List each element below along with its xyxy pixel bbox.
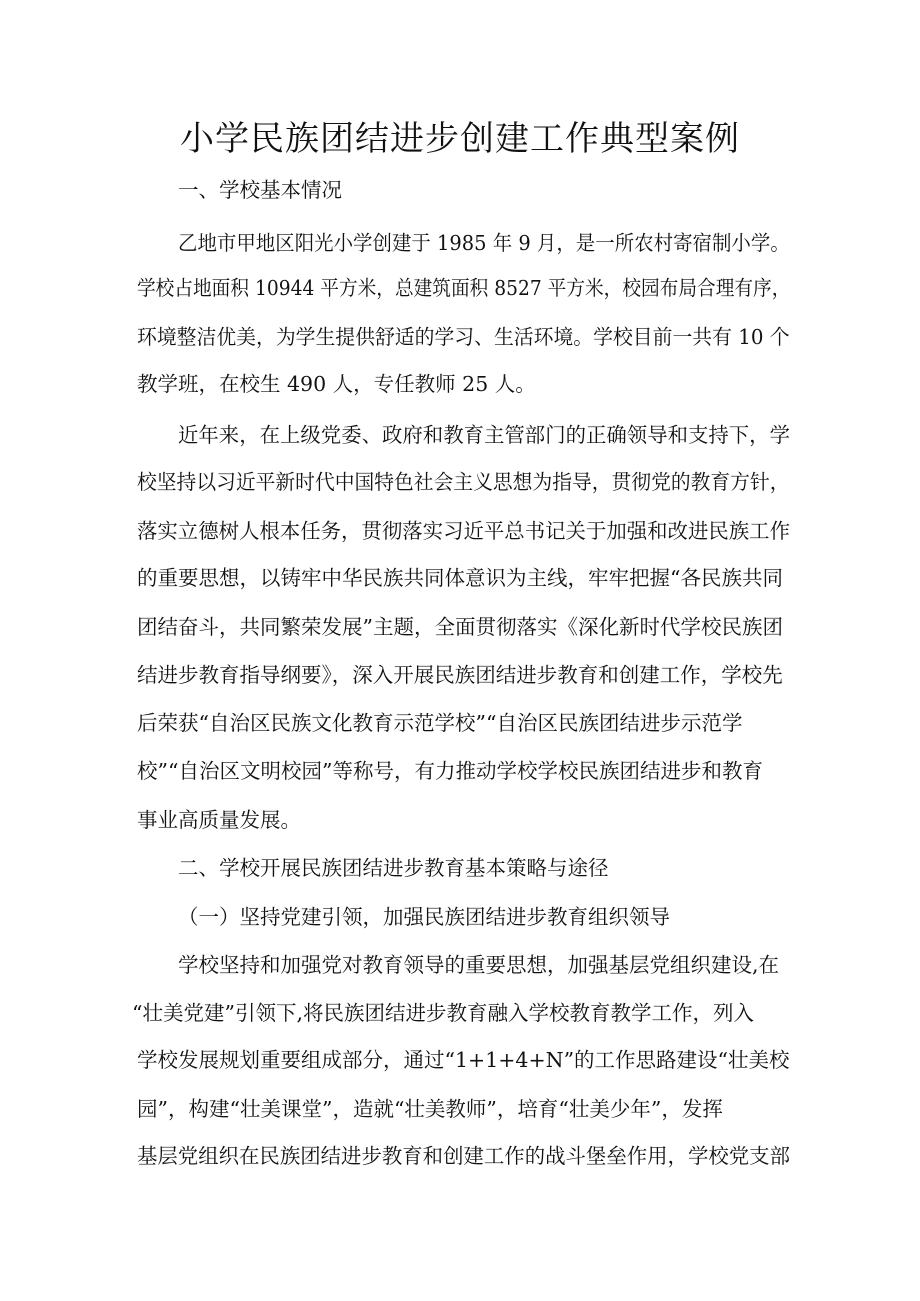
paragraph-line: 环境整洁优美，为学生提供舒适的学习、生活环境。学校目前一共有 10 个: [137, 325, 790, 349]
paragraph-line: 结进步教育指导纲要》，深入开展民族团结进步教育和创建工作，学校先: [137, 663, 783, 687]
paragraph-line: 校坚持以习近平新时代中国特色社会主义思想为指导，贯彻党的教育方针，: [137, 470, 790, 494]
paragraph-line: 事业高质量发展。: [137, 808, 301, 832]
paragraph-line: 学校坚持和加强党对教育领导的重要思想，加强基层党组织建设,在: [178, 953, 780, 977]
subsection-heading: （一）坚持党建引领，加强民族团结进步教育组织领导: [178, 905, 670, 929]
section-heading: 一、学校基本情况: [178, 178, 342, 202]
paragraph-line: 近年来，在上级党委、政府和教育主管部门的正确领导和支持下，学: [178, 423, 790, 447]
paragraph-line: “壮美党建”引领下,将民族团结进步教育融入学校教育教学工作，列入: [132, 1001, 754, 1025]
paragraph-line: 乙地市甲地区阳光小学创建于 1985 年 9 月，是一所农村寄宿制小学。: [178, 231, 790, 255]
paragraph-line: 团结奋斗，共同繁荣发展”主题，全面贯彻落实《深化新时代学校民族团: [137, 615, 783, 639]
paragraph-line: 落实立德树人根本任务，贯彻落实习近平总书记关于加强和改进民族工作: [137, 519, 790, 543]
section-heading: 二、学校开展民族团结进步教育基本策略与途径: [178, 856, 609, 880]
paragraph-line: 后荣获“自治区民族文化教育示范学校”“自治区民族团结进步示范学: [137, 711, 743, 735]
paragraph-line: 学校发展规划重要组成部分，通过“1+1+4+N”的工作思路建设“壮美校: [137, 1048, 790, 1072]
document-title: 小学民族团结进步创建工作典型案例: [180, 119, 740, 159]
paragraph-line: 校”“自治区文明校园”等称号，有力推动学校学校民族团结进步和教育: [137, 759, 763, 783]
paragraph-line: 基层党组织在民族团结进步教育和创建工作的战斗堡垒作用，学校党支部: [137, 1144, 790, 1168]
paragraph-line: 教学班，在校生 490 人，专任教师 25 人。: [137, 372, 536, 396]
paragraph-line: 的重要思想，以铸牢中华民族共同体意识为主线，牢牢把握“各民族共同: [137, 566, 783, 590]
paragraph-line: 园”，构建“壮美课堂”，造就“壮美教师”，培育“壮美少年”，发挥: [137, 1097, 723, 1121]
paragraph-line: 学校占地面积 10944 平方米，总建筑面积 8527 平方米，校园布局合理有序，: [137, 276, 791, 300]
